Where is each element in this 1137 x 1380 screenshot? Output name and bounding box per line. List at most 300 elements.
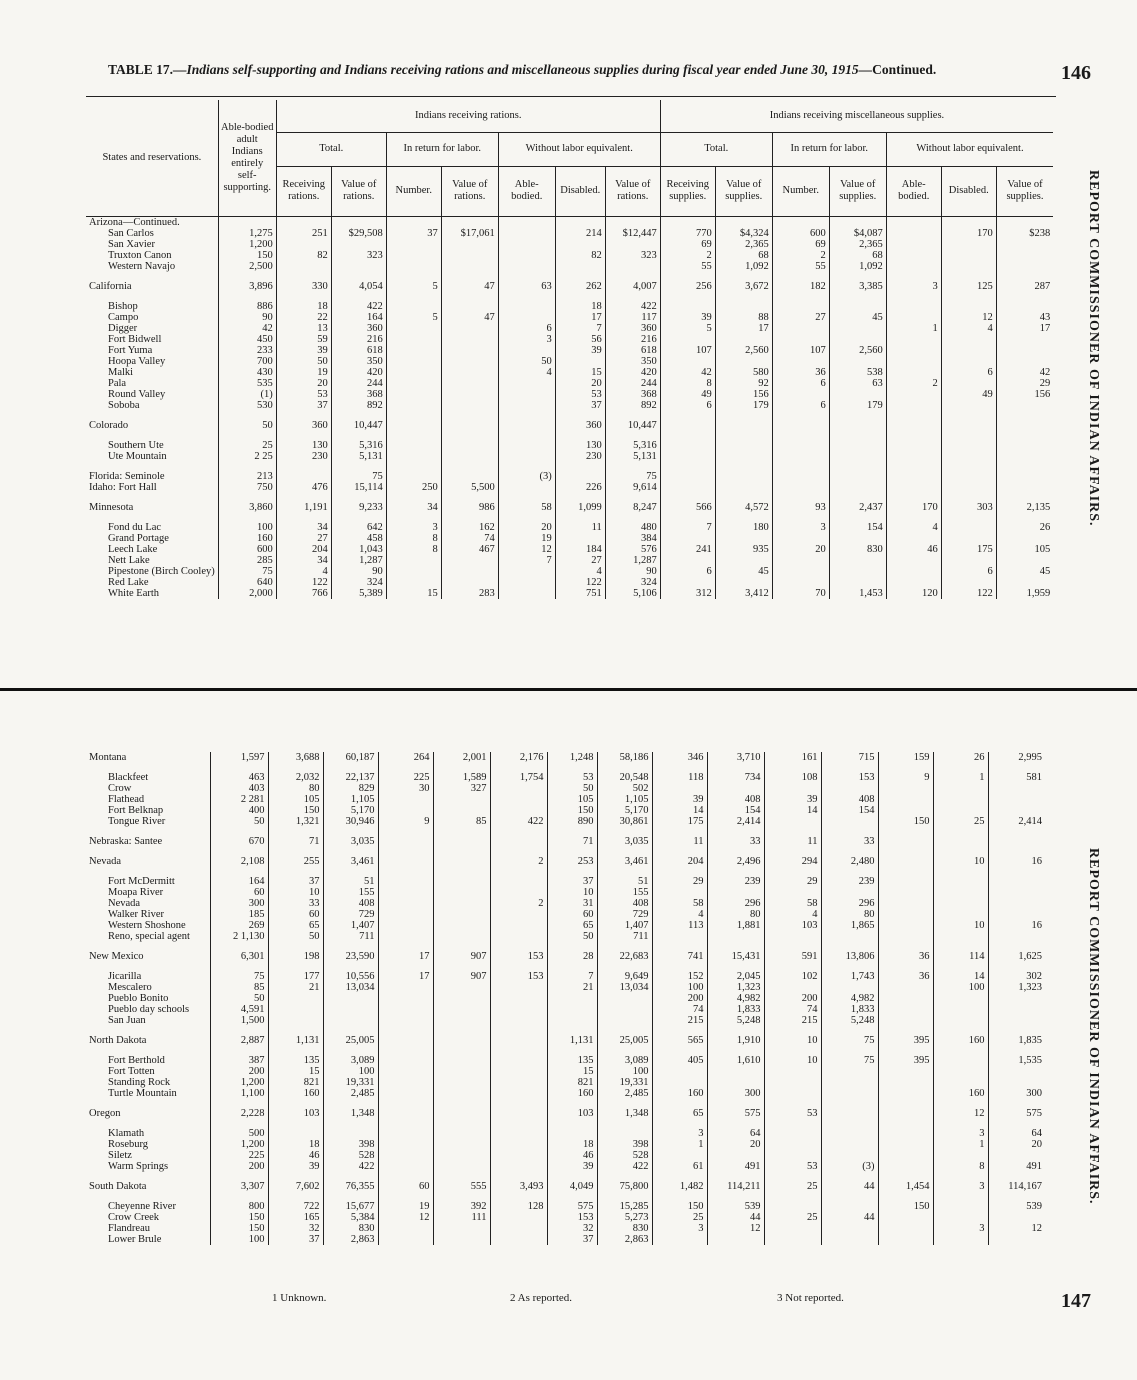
table-cell: 555 xyxy=(433,1181,490,1192)
table-cell xyxy=(490,836,547,847)
table-cell: 8,247 xyxy=(605,502,660,513)
reservation-row xyxy=(86,577,1053,588)
table-cell xyxy=(707,1150,764,1161)
table-cell xyxy=(433,920,490,931)
table-cell: (3) xyxy=(821,1161,878,1172)
table-cell xyxy=(772,471,829,482)
table-cell: 1 xyxy=(933,1139,988,1150)
table-cell: 907 xyxy=(433,971,490,982)
table-cell xyxy=(378,1088,433,1099)
table-cell xyxy=(268,993,323,1004)
table-cell: 395 xyxy=(878,1055,933,1066)
header-value-rations: Value of rations. xyxy=(331,166,386,216)
table-cell: 422 xyxy=(605,301,660,312)
reservation-row xyxy=(86,1201,1045,1212)
table-cell: 715 xyxy=(821,752,878,763)
table-cell xyxy=(764,1128,821,1139)
table-cell: 58 xyxy=(764,898,821,909)
table-cell: 130 xyxy=(555,440,605,451)
table-cell xyxy=(323,993,378,1004)
table-cell xyxy=(597,1004,652,1015)
table-cell: 27 xyxy=(772,312,829,323)
table-cell xyxy=(498,566,555,577)
table-cell: 640 xyxy=(218,577,276,588)
table-cell: 63 xyxy=(829,378,886,389)
table-cell xyxy=(498,216,555,228)
page-number-top: 146 xyxy=(1061,62,1091,84)
table-cell xyxy=(378,1055,433,1066)
table-cell: 9,614 xyxy=(605,482,660,493)
table-cell: 50 xyxy=(268,931,323,942)
header-supplies-without: Without labor equivalent. xyxy=(886,132,1053,166)
table-cell: 467 xyxy=(441,544,498,555)
table-cell xyxy=(555,216,605,228)
table-cell xyxy=(772,440,829,451)
table-cell xyxy=(821,783,878,794)
table-cell: 670 xyxy=(210,836,268,847)
table-cell: 300 xyxy=(210,898,268,909)
table-cell xyxy=(886,533,941,544)
reservation-row xyxy=(86,920,1045,931)
table-cell: 17 xyxy=(715,323,772,334)
table-cell xyxy=(498,312,555,323)
table-cell: 75 xyxy=(218,566,276,577)
table-cell: 4 xyxy=(652,909,707,920)
table-cell: 37 xyxy=(547,876,597,887)
table-cell: 244 xyxy=(331,378,386,389)
table-cell: 12 xyxy=(498,544,555,555)
table-cell xyxy=(878,1128,933,1139)
table-cell: 65 xyxy=(268,920,323,931)
row-label: Bishop xyxy=(108,300,138,312)
table-cell: 324 xyxy=(331,577,386,588)
table-cell: 2,480 xyxy=(821,856,878,867)
table-cell: 1,191 xyxy=(276,502,331,513)
table-cell: 4 xyxy=(764,909,821,920)
table-cell xyxy=(996,471,1053,482)
table-cell: 230 xyxy=(555,451,605,462)
table-cell xyxy=(498,577,555,588)
table-cell xyxy=(933,931,988,942)
row-label: White Earth xyxy=(108,587,160,599)
table-cell xyxy=(996,451,1053,462)
table-cell: $4,324 xyxy=(715,228,772,239)
table-cell: 3 xyxy=(652,1128,707,1139)
table-cell xyxy=(490,1088,547,1099)
table-cell xyxy=(707,887,764,898)
table-cell: 10 xyxy=(764,1055,821,1066)
table-cell xyxy=(996,533,1053,544)
table-cell: 729 xyxy=(597,909,652,920)
table-cell: 68 xyxy=(715,250,772,261)
reservation-row xyxy=(86,794,1045,805)
continued-label: Continued. xyxy=(872,62,937,77)
table-cell: 287 xyxy=(996,281,1053,292)
table-cell: 1,131 xyxy=(547,1035,597,1046)
table-cell xyxy=(268,1015,323,1026)
table-cell: 27 xyxy=(276,533,331,544)
table-cell: 100 xyxy=(652,982,707,993)
reservation-row xyxy=(86,533,1053,544)
table-cell xyxy=(555,239,605,250)
table-cell: 711 xyxy=(323,931,378,942)
table-cell xyxy=(707,783,764,794)
table-cell: 327 xyxy=(433,783,490,794)
state-row xyxy=(86,856,1045,867)
table-cell: 29 xyxy=(996,378,1053,389)
table-cell xyxy=(660,440,715,451)
table-cell: 4,007 xyxy=(605,281,660,292)
table-cell: 179 xyxy=(829,400,886,411)
state-row xyxy=(86,1035,1045,1046)
table-cell: 17 xyxy=(996,323,1053,334)
table-cell: 156 xyxy=(996,389,1053,400)
table-cell: 3,035 xyxy=(597,836,652,847)
header-number: Number. xyxy=(772,166,829,216)
table-cell: 198 xyxy=(268,951,323,962)
table-cell xyxy=(715,555,772,566)
table-cell xyxy=(941,378,996,389)
table-cell: 154 xyxy=(829,522,886,533)
table-cell: 6 xyxy=(660,400,715,411)
table-cell: 5,389 xyxy=(331,588,386,599)
table-cell xyxy=(821,931,878,942)
table-cell: 7,602 xyxy=(268,1181,323,1192)
table-cell: 6 xyxy=(772,400,829,411)
table-cell xyxy=(378,1004,433,1015)
table-cell: 1,275 xyxy=(218,228,276,239)
table-cell xyxy=(331,239,386,250)
table-cell xyxy=(996,555,1053,566)
table-cell xyxy=(988,783,1045,794)
table-cell: 2,228 xyxy=(210,1108,268,1119)
row-label: Red Lake xyxy=(108,576,149,588)
table-cell xyxy=(597,1015,652,1026)
table-cell: 1,248 xyxy=(547,752,597,763)
table-cell: 50 xyxy=(547,783,597,794)
row-label: Ute Mountain xyxy=(108,450,167,462)
state-row xyxy=(86,216,1053,228)
table-cell xyxy=(386,420,441,431)
table-cell: 4,982 xyxy=(707,993,764,1004)
table-cell: 128 xyxy=(490,1201,547,1212)
table-cell: 159 xyxy=(878,752,933,763)
table-cell xyxy=(941,471,996,482)
table-cell: 32 xyxy=(547,1223,597,1234)
table-cell xyxy=(323,1128,378,1139)
table-cell: 103 xyxy=(547,1108,597,1119)
table-cell: 20 xyxy=(555,378,605,389)
table-cell: 1 xyxy=(886,323,941,334)
header-number: Number. xyxy=(386,166,441,216)
table-cell: 239 xyxy=(707,876,764,887)
table-cell xyxy=(764,982,821,993)
table-cell xyxy=(386,400,441,411)
table-cell: 12 xyxy=(941,312,996,323)
table-cell: 103 xyxy=(764,920,821,931)
row-label: Reno, special agent xyxy=(108,931,190,942)
table-cell xyxy=(386,367,441,378)
table-cell xyxy=(490,1139,547,1150)
table-cell xyxy=(490,1128,547,1139)
state-row xyxy=(86,1181,1045,1192)
table-cell: 539 xyxy=(707,1201,764,1212)
table-cell: 5,248 xyxy=(707,1015,764,1026)
reservation-row xyxy=(86,887,1045,898)
table-cell xyxy=(660,451,715,462)
table-cell: 4,049 xyxy=(547,1181,597,1192)
table-cell xyxy=(878,1088,933,1099)
table-cell: 283 xyxy=(441,588,498,599)
table-cell: 6 xyxy=(941,566,996,577)
table-cell: 53 xyxy=(276,389,331,400)
table-cell: 26 xyxy=(933,752,988,763)
table-cell: 90 xyxy=(218,312,276,323)
row-label: Digger xyxy=(108,322,138,334)
reservation-row xyxy=(86,1223,1045,1234)
table-cell xyxy=(772,216,829,228)
table-cell: 1,323 xyxy=(707,982,764,993)
table-cell xyxy=(433,1108,490,1119)
table-cell: 886 xyxy=(218,301,276,312)
table-cell xyxy=(433,836,490,847)
table-cell: 15,431 xyxy=(707,951,764,962)
footnote-1: 1 Unknown. xyxy=(272,1292,327,1304)
table-cell xyxy=(821,1077,878,1088)
table-cell: 29 xyxy=(764,876,821,887)
table-cell: 2,496 xyxy=(707,856,764,867)
reservation-row xyxy=(86,345,1053,356)
table-cell xyxy=(988,805,1045,816)
table-cell: 1,100 xyxy=(210,1088,268,1099)
table-cell: 152 xyxy=(652,971,707,982)
table-cell: 2,001 xyxy=(433,752,490,763)
table-cell: 100 xyxy=(210,1234,268,1245)
table-cell: 538 xyxy=(829,367,886,378)
table-cell: 5,316 xyxy=(605,440,660,451)
row-label: Fort Yuma xyxy=(108,344,153,356)
table-cell: $29,508 xyxy=(331,228,386,239)
table-cell xyxy=(490,1223,547,1234)
table-cell: 31 xyxy=(547,898,597,909)
reservation-row xyxy=(86,1161,1045,1172)
table-cell: 528 xyxy=(323,1150,378,1161)
running-head-bottom: REPORT COMMISSIONER OF INDIAN AFFAIRS. xyxy=(1086,848,1101,1205)
table-cell: 59 xyxy=(276,334,331,345)
table-cell: 3,860 xyxy=(218,502,276,513)
table-cell: 600 xyxy=(218,544,276,555)
table-cell xyxy=(941,216,996,228)
table-cell: 502 xyxy=(597,783,652,794)
table-cell xyxy=(433,1150,490,1161)
table-cell: 25 xyxy=(764,1181,821,1192)
table-cell: 17 xyxy=(378,971,433,982)
table-cell: 160 xyxy=(933,1088,988,1099)
table-cell xyxy=(555,471,605,482)
table-cell: 80 xyxy=(707,909,764,920)
reservation-row xyxy=(86,440,1053,451)
table-cell xyxy=(498,301,555,312)
row-label: Truxton Canon xyxy=(108,249,172,261)
table-cell xyxy=(276,471,331,482)
table-cell xyxy=(433,1077,490,1088)
table-cell: 153 xyxy=(490,951,547,962)
table-cell xyxy=(886,250,941,261)
table-cell: 71 xyxy=(268,836,323,847)
table-cell xyxy=(652,1150,707,1161)
table-cell: 65 xyxy=(547,920,597,931)
table-cell: 50 xyxy=(498,356,555,367)
table-cell: 539 xyxy=(988,1201,1045,1212)
table-cell xyxy=(941,522,996,533)
table-cell xyxy=(821,1234,878,1245)
table-cell: 256 xyxy=(660,281,715,292)
table-cell: 398 xyxy=(323,1139,378,1150)
table-cell: 4 xyxy=(886,522,941,533)
table-cell: 2,032 xyxy=(268,772,323,783)
table-cell: 3,089 xyxy=(597,1055,652,1066)
table-cell xyxy=(490,1066,547,1077)
table-cell xyxy=(764,931,821,942)
table-cell xyxy=(764,1223,821,1234)
table-cell: 68 xyxy=(829,250,886,261)
table-cell: 580 xyxy=(715,367,772,378)
table-cell: 2,437 xyxy=(829,502,886,513)
table-cell: 12 xyxy=(988,1223,1045,1234)
table-cell: 408 xyxy=(323,898,378,909)
table-cell xyxy=(772,533,829,544)
table-cell: 20 xyxy=(772,544,829,555)
header-supplies-labor: In return for labor. xyxy=(772,132,886,166)
table-cell: 1,482 xyxy=(652,1181,707,1192)
table-cell: 44 xyxy=(707,1212,764,1223)
table-cell: 530 xyxy=(218,400,276,411)
table-cell: 111 xyxy=(433,1212,490,1223)
table-cell: 575 xyxy=(988,1108,1045,1119)
table-cell xyxy=(433,1015,490,1026)
table-cell xyxy=(933,993,988,1004)
table-cell xyxy=(433,898,490,909)
table-cell xyxy=(988,1015,1045,1026)
table-cell xyxy=(441,345,498,356)
table-cell: 53 xyxy=(547,772,597,783)
table-cell: 225 xyxy=(210,1150,268,1161)
table-cell xyxy=(933,1077,988,1088)
table-cell: 450 xyxy=(218,334,276,345)
table-cell xyxy=(433,887,490,898)
table-cell: 64 xyxy=(707,1128,764,1139)
table-cell: 44 xyxy=(821,1181,878,1192)
row-label: Fort McDermitt xyxy=(108,876,175,887)
table-cell xyxy=(441,239,498,250)
table-cell: 711 xyxy=(597,931,652,942)
table-cell: 642 xyxy=(331,522,386,533)
table-cell: 75 xyxy=(821,1055,878,1066)
table-cell: 1,131 xyxy=(268,1035,323,1046)
table-cell: 13,034 xyxy=(597,982,652,993)
table-cell xyxy=(441,334,498,345)
table-cell xyxy=(878,1139,933,1150)
table-cell: 269 xyxy=(210,920,268,931)
table-cell xyxy=(764,1077,821,1088)
table-cell xyxy=(988,1077,1045,1088)
table-cell xyxy=(490,1161,547,1172)
table-cell: 566 xyxy=(660,502,715,513)
table-cell xyxy=(605,216,660,228)
table-cell: 2,560 xyxy=(829,345,886,356)
table-cell: 29 xyxy=(652,876,707,887)
table-cell: 215 xyxy=(764,1015,821,1026)
table-cell: 1,323 xyxy=(988,982,1045,993)
state-row xyxy=(86,420,1053,431)
table-cell: 360 xyxy=(276,420,331,431)
table-cell: 75 xyxy=(331,471,386,482)
table-cell: 25 xyxy=(933,816,988,827)
table-cell: 346 xyxy=(652,752,707,763)
table-cell: 986 xyxy=(441,502,498,513)
table-cell: 18 xyxy=(268,1139,323,1150)
table-cell xyxy=(764,783,821,794)
table-cell xyxy=(276,216,331,228)
table-cell: 1,881 xyxy=(707,920,764,931)
table-cell: 75 xyxy=(605,471,660,482)
table-cell xyxy=(433,1004,490,1015)
table-cell: 480 xyxy=(605,522,660,533)
row-label: Leech Lake xyxy=(108,543,158,555)
table-cell: 770 xyxy=(660,228,715,239)
table-cell: 5,131 xyxy=(605,451,660,462)
table-cell: 200 xyxy=(652,993,707,1004)
table-cell xyxy=(378,982,433,993)
table-cell: 154 xyxy=(821,805,878,816)
table-cell: 15 xyxy=(268,1066,323,1077)
table-cell: 30 xyxy=(378,783,433,794)
table-cell: 821 xyxy=(268,1077,323,1088)
table-cell xyxy=(490,1212,547,1223)
table-cell xyxy=(490,1108,547,1119)
table-cell: 42 xyxy=(218,323,276,334)
table-cell xyxy=(933,805,988,816)
table-cell: 1,321 xyxy=(268,816,323,827)
table-cell xyxy=(878,876,933,887)
table-cell xyxy=(386,356,441,367)
table-cell: 226 xyxy=(555,482,605,493)
table-cell: 153 xyxy=(490,971,547,982)
table-cell: 2,365 xyxy=(829,239,886,250)
table-cell: 9,233 xyxy=(331,502,386,513)
table-cell xyxy=(715,533,772,544)
table-cell xyxy=(878,1212,933,1223)
table-cell: 5,170 xyxy=(597,805,652,816)
table-cell xyxy=(941,440,996,451)
table-cell: 892 xyxy=(605,400,660,411)
table-cell: 239 xyxy=(821,876,878,887)
table-cell: 30,946 xyxy=(323,816,378,827)
table-cell: 105 xyxy=(996,544,1053,555)
table-cell: 22 xyxy=(276,312,331,323)
table-cell: 75,800 xyxy=(597,1181,652,1192)
table-cell xyxy=(886,400,941,411)
table-cell: 15,677 xyxy=(323,1201,378,1212)
table-cell: 49 xyxy=(941,389,996,400)
header-value-rations: Value of rations. xyxy=(441,166,498,216)
row-label: Jicarilla xyxy=(108,971,142,982)
table-cell xyxy=(378,887,433,898)
table-cell xyxy=(386,261,441,272)
table-cell xyxy=(988,887,1045,898)
table-cell: 214 xyxy=(555,228,605,239)
table-cell xyxy=(772,323,829,334)
